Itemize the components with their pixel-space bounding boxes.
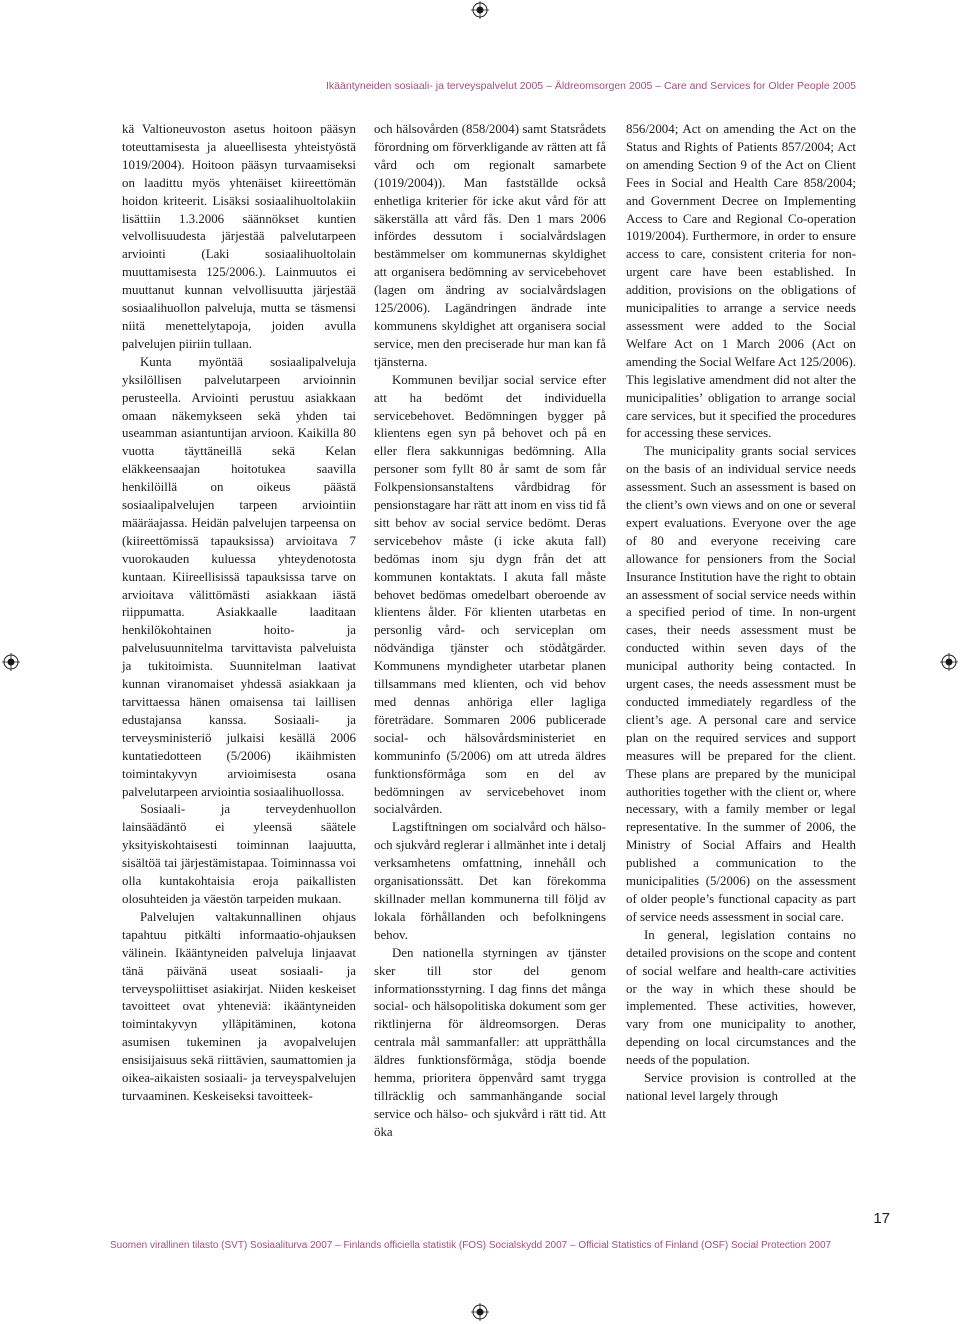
paragraph: In general, legislation contains no detailed provisions on the scope and content of social welfare and health-care activities or the way in which these should be implemented. These activities, however, vary from one municipality to another, depending on local circumstances and the needs of the population. <box>626 927 856 1068</box>
registration-mark-left-icon <box>2 653 20 671</box>
paragraph: kä Valtioneuvoston asetus hoitoon pääsyn toteuttamisesta ja alueellisesta yhteistyöstä 1019/2004). Hoitoon pääsyn turvaamiseksi on laadittu myös yhtenäiset kiireettömän hoidon kriteerit. Lisäksi sosiaalihuoltolakiin lisättiin 1.3.2006 säännökset kuntien velvollisuudesta järjestää palvelutarpeen arviointi (Laki sosiaalihuoltolain muuttamisesta 125/2006.). Lainmuutos ei muuttanut kunnan velvollisuutta järjestää sosiaalihuollon palveluja, mutta se täsmensi niitä menettelytapoja, joiden avulla palvelujen piiriin tullaan. <box>122 122 356 351</box>
running-footer: Suomen virallinen tilasto (SVT) Sosiaaliturva 2007 – Finlands officiella statistik (FOS) Socialskydd 2007 – Official Statistics of Finland (OSF) Social Protection 2007 <box>110 1240 832 1251</box>
paragraph: Kunta myöntää sosiaalipalveluja yksilöllisen palvelutarpeen arvioinnin perusteella. Arviointi perustuu asiakkaan omaan näkemykseen sekä yhden tai useamman asiantuntijan arvioon. Kaikilla 80 vuotta täyttäneillä sekä Kelan eläkkeensaajan hoitotukea saavilla henkilöillä on oikeus päästä sosiaalipalvelujen tarpeen arviointiin määräajassa. Heidän palvelujen tarpeensa on (kiireettömissä tapauksissa) arvioitava 7 vuorokauden kuluessa yhteydenotosta kuntaan. Kiireellisissä tapauksissa tarve on arvioitava välittömästi asiakkaan iästä riippumatta. Asiakkaalle laaditaan henkilökohtainen hoito- ja palvelusuunnitelma tarvittavista palveluista ja tukitoimista. Suunnitelman laativat kunnan viranomaiset yhdessä asiakkaan ja tarvittaessa hänen omaisensa tai laillisen edustajansa kanssa. Sosiaali- ja terveysministeriö julkaisi kesällä 2006 kuntatiedotteen (5/2006) ikäihmisten toimintakyvyn arvioimisesta osana palvelutarpeen arviointia sosiaalihuollossa. <box>122 354 356 799</box>
column-finnish <box>122 121 356 1106</box>
registration-mark-right-icon <box>940 653 958 671</box>
paragraph: Service provision is controlled at the national level largely through <box>626 1071 856 1103</box>
page-number: 17 <box>873 1210 890 1227</box>
paragraph: Palvelujen valtakunnallinen ohjaus tapahtuu pitkälti informaatio-ohjauksen välinein. Ikääntyneiden palveluja linjaavat tänä päivänä useat sosiaali- ja terveyspoliittiset asiakirjat. Niiden keskeiset tavoitteet ovat yhteneviä: ikääntyneiden toimintakyvyn ylläpitäminen, kotona asumisen tukeminen ja avopalvelujen ensisijaisuus sekä riittävien, saumattomien ja oikea-aikaisten sosiaali- ja terveyspalvelujen turvaaminen. Keskeiseksi tavoitteek- <box>122 909 356 1103</box>
paragraph: The municipality grants social services on the basis of an individual service needs assessment. Such an assessment is based on the client’s own views and on one or several expert evaluations. Everyone over the age of 80 and everyone receiving care allowance for pensioners from the Social Insurance Institution have the right to obtain an assessment of social service needs within a specified period of time. In non-urgent cases, their needs assessment must be conducted within seven days of the municipal authority being contacted. In urgent cases, the needs assessment must be conducted immediately regardless of the client’s age. A personal care and service plan on the required services and support measures will be prepared for the client. These plans are prepared by the municipal authorities together with the client or, where necessary, with a family member or legal representative. In the summer of 2006, the Ministry of Social Affairs and Health published a communication to the municipalities (5/2006) on the assessment of older people’s functional capacity as part of service needs assessment in social care. <box>626 444 856 924</box>
running-header: Ikääntyneiden sosiaali- ja terveyspalvelut 2005 – Äldreomsorgen 2005 – Care and Services for Older People 2005 <box>326 80 856 92</box>
column-english <box>626 121 856 1106</box>
paragraph: 856/2004; Act on amending the Act on the Status and Rights of Patients 857/2004; Act on amending Section 9 of the Act on Client Fees in Social and Health Care 858/2004; and Government Decree on Implementing Access to Care and Regional Co-operation 1019/2004). Furthermore, in order to ensure access to care, consistent criteria for non-urgent care have been established. In addition, provisions on the obligations of municipalities to arrange a service needs assessment were added to the Social Welfare Act on 1 March 2006 (Act on amending the Social Welfare Act 125/2006). This legislative amendment did not alter the municipalities’ obligation to arrange social care services, but it specified the procedures for accessing these services. <box>626 122 856 441</box>
paragraph: Den nationella styrningen av tjänster sker till stor del genom informationsstyrning. I dag finns det många social- och hälsopolitiska dokument som ger riktlinjerna för äldreomsorgen. Deras centrala mål sammanfaller: att upprätthålla äldres funktionsförmåga, stödja boende hemma, prioritera öppenvård samt trygga tillräcklig och sammanhängande social service och hälso- och sjukvård i rätt tid. Att öka <box>374 945 606 1139</box>
column-swedish <box>374 121 606 1142</box>
paragraph: Sosiaali- ja terveydenhuollon lainsäädäntö ei yleensä säätele yksityiskohtaisesti toiminnan laajuutta, sisältöä tai järjestämistapaa. Toiminnassa voi olla kuntakohtaisia eroja paikallisten olosuhteiden ja väestön tarpeiden mukaan. <box>122 802 356 906</box>
paragraph: och hälsovården (858/2004) samt Statsrådets förordning om förverkligande av rätten att få vård och om regionalt samarbete (1019/2004)). Man fastställde också enhetliga kriterier för icke akut vård för att säkerställa att vård fås. Den 1 mars 2006 infördes dessutom i socialvårdslagen bestämmelser om kommunernas skyldighet att organisera bedömning av servicebehovet (lagen om ändring av socialvårdslagen 125/2006). Lagändringen ändrade inte kommunens skyldighet att organisera social service, men den preciserade hur man kan få tjänsterna. <box>374 122 606 369</box>
paragraph: Lagstiftningen om socialvård och hälso- och sjukvård reglerar i allmänhet inte i detalj verksamhetens omfattning, innehåll och organisationssätt. Det kan förekomma skillnader mellan kommunerna till följd av lokala förhållanden och befolkningens behov. <box>374 820 606 942</box>
paragraph: Kommunen beviljar social service efter att ha bedömt det individuella servicebehovet. Bedömningen bygger på klientens egen syn på behovet och på en eller flera sakkunnigas bedömning. Alla personer som fyllt 80 år samt de som får Folkpensionsanstaltens vårdbidrag för pensionstagare har rätt att inom en viss tid få sitt behov av social service bedömt. Deras servicebehov måste (i icke akuta fall) bedömas inom sju dygn från det att kommunen kontaktats. I akuta fall måste behovet bedömas omedelbart oberoende av klientens ålder. För klienten utarbetas en personlig vård- och serviceplan om nödvändiga tjänster och stödåtgärder. Kommunens myndigheter utarbetar planen tillsammans med klienten, och vid behov med dennas anhöriga eller lagliga företrädare. Sommaren 2006 publicerade social- och hälsovårdsministeriet en kommuninfo (5/2006) om att utreda äldres funktionsförmåga som en del av bedömningen av servicebehovet inom socialvården. <box>374 372 606 817</box>
registration-mark-top-icon <box>471 1 489 19</box>
registration-mark-bottom-icon <box>471 1303 489 1321</box>
